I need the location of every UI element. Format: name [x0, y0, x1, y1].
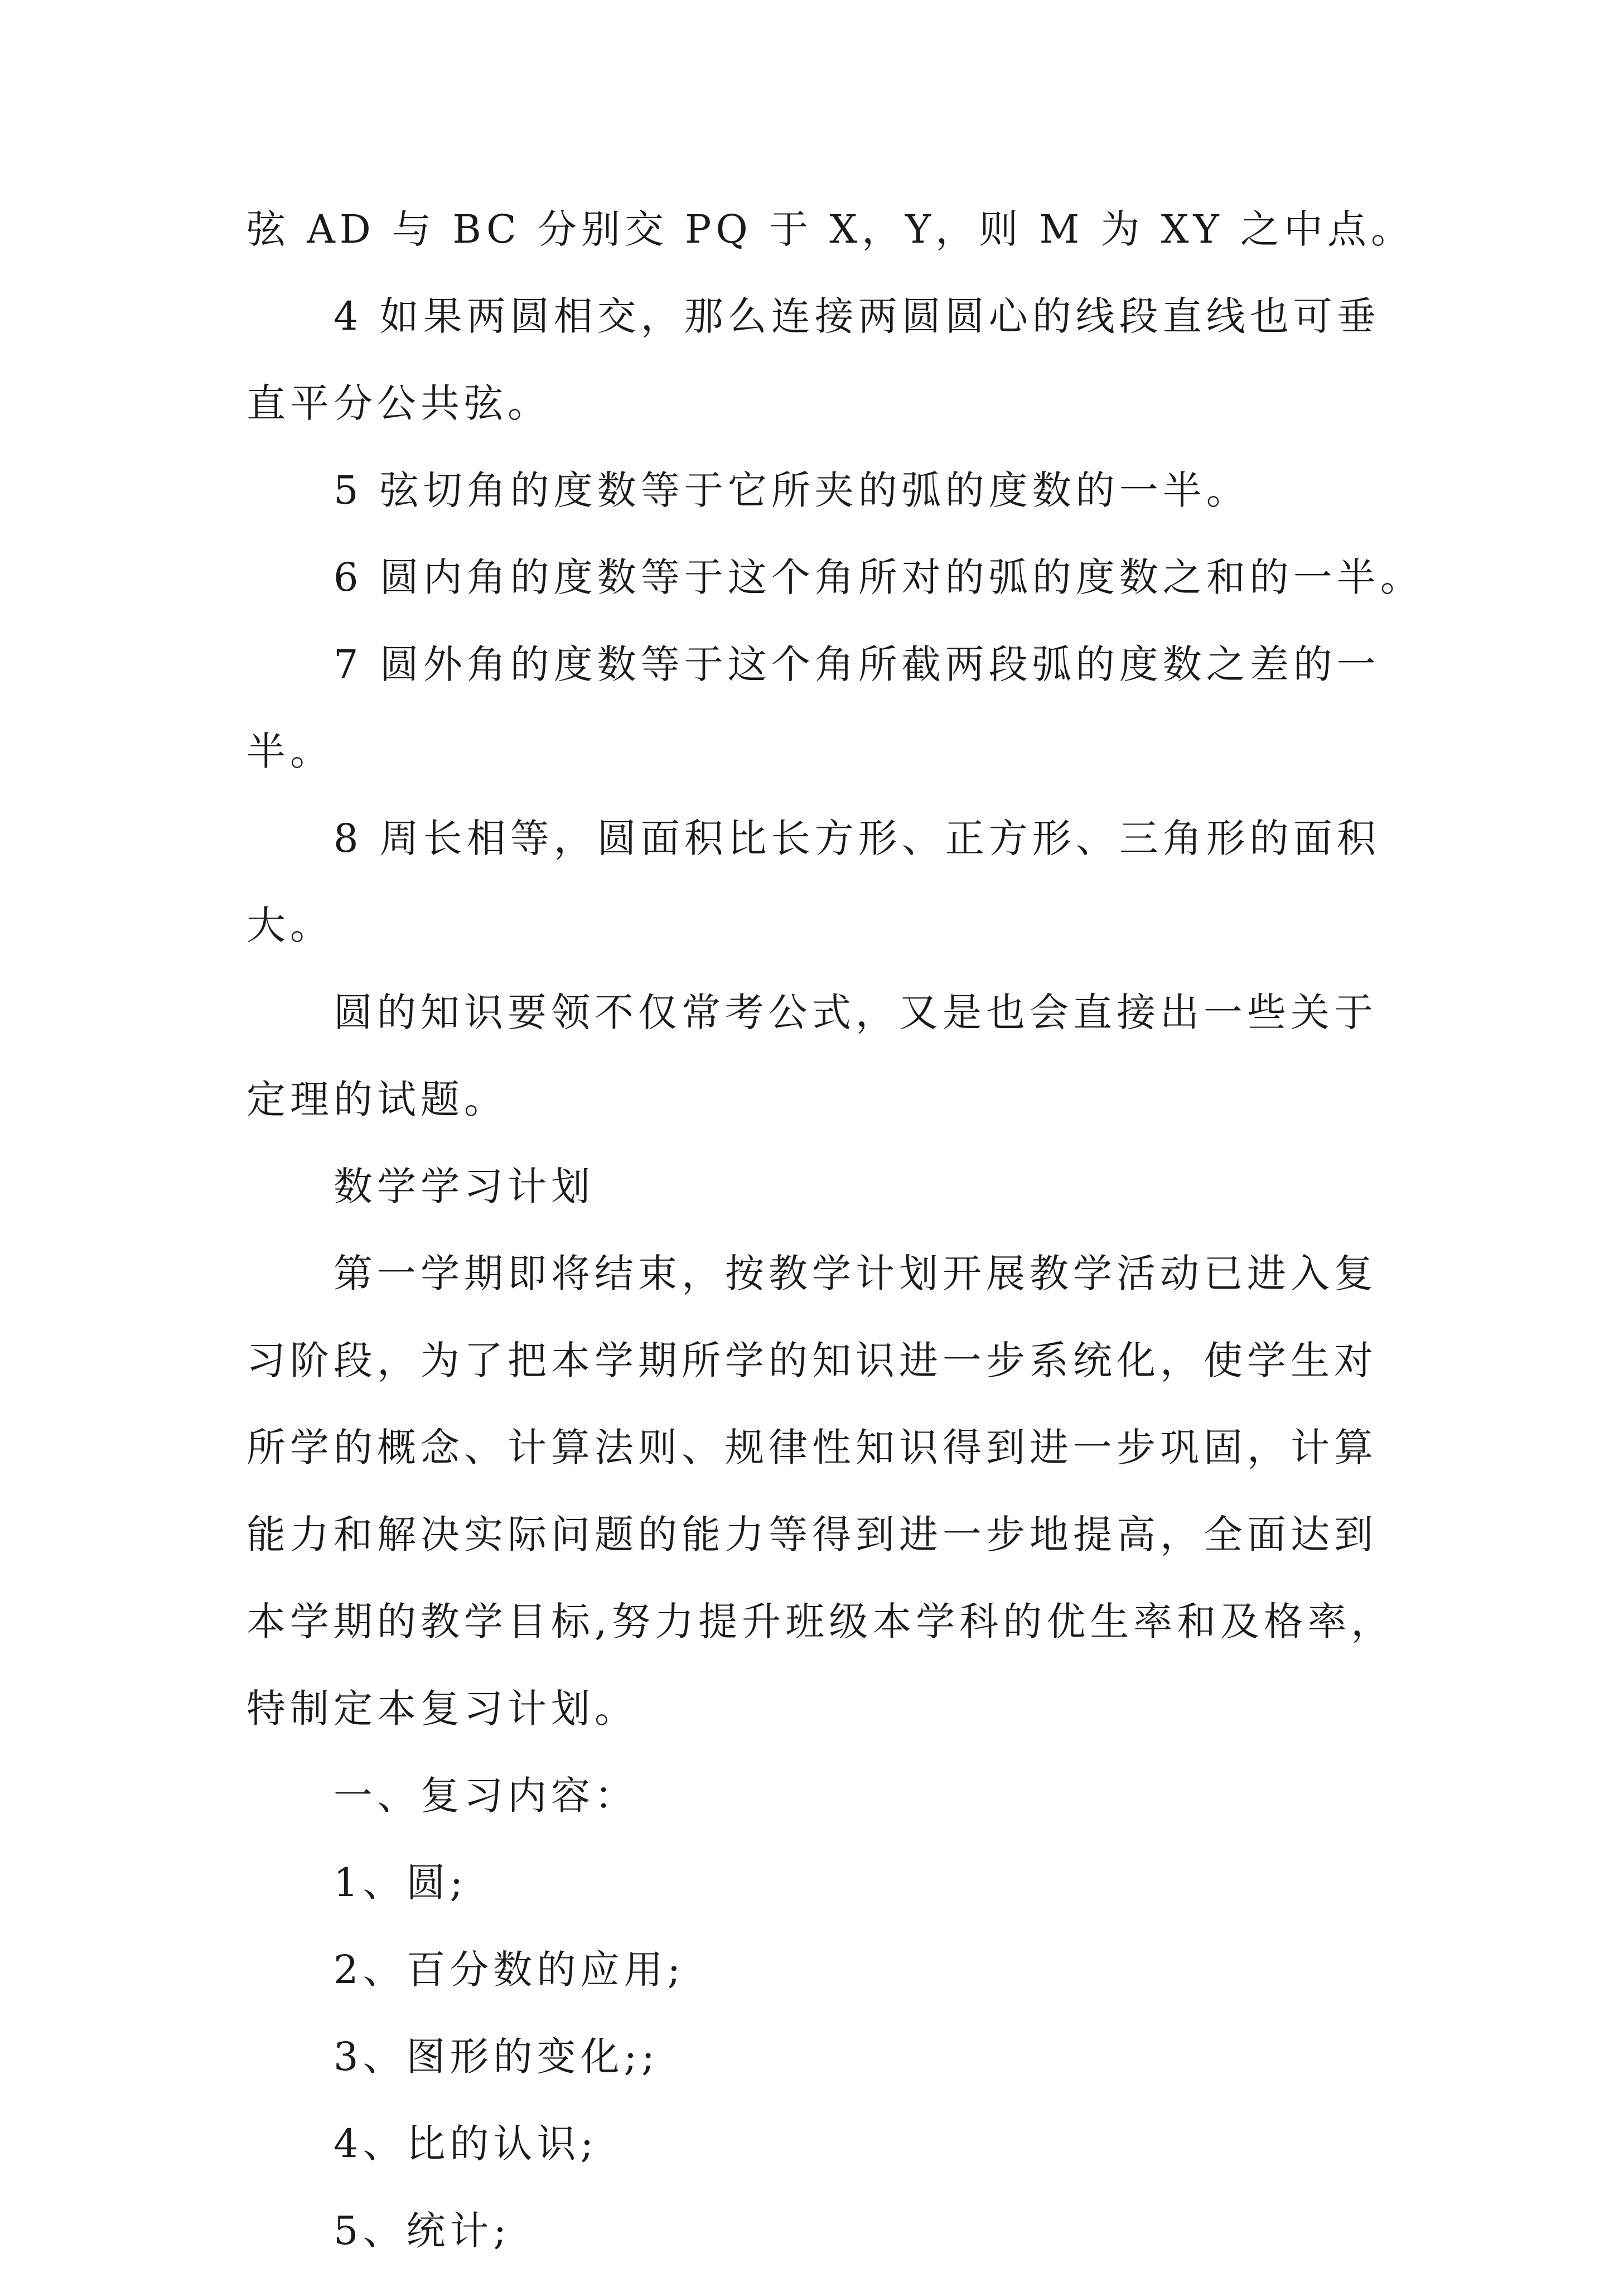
- text-line: 习阶段，为了把本学期所学的知识进一步系统化，使学生对: [247, 1338, 1378, 1383]
- text-line: 直平分公共弦。: [247, 380, 551, 426]
- list-item: 1、圆;: [334, 1860, 468, 1906]
- text-line: 6 圆内角的度数等于这个角所对的弧的度数之和的一半。: [334, 554, 1424, 600]
- text-line: 定理的试题。: [247, 1077, 508, 1122]
- document-body: [247, 206, 1424, 2296]
- text-line: 7 圆外角的度数等于这个角所截两段弧的度数之差的一: [334, 641, 1380, 687]
- text-line: 能力和解决实际问题的能力等得到进一步地提高，全面达到: [247, 1512, 1378, 1557]
- section-heading: 数学学习计划: [334, 1164, 595, 1209]
- text-line: 第一学期即将结束，按教学计划开展教学活动已进入复: [334, 1251, 1378, 1296]
- text-line: 弦 AD 与 BC 分别交 PQ 于 X，Y，则 M 为 XY 之中点。: [247, 206, 1414, 252]
- text-line: 本学期的教学目标,努力提升班级本学科的优生率和及格率，: [247, 1599, 1395, 1644]
- text-line: 圆的知识要领不仅常考公式，又是也会直接出一些关于: [334, 990, 1378, 1035]
- list-item: 5、统计;: [334, 2208, 511, 2254]
- list-item: 3、图形的变化;;: [334, 2034, 659, 2080]
- text-line: 大。: [247, 903, 334, 948]
- text-line: 半。: [247, 729, 334, 774]
- text-line: 5 弦切角的度数等于它所夹的弧的度数的一半。: [334, 467, 1250, 513]
- text-line: 4 如果两圆相交，那么连接两圆圆心的线段直线也可垂: [334, 293, 1380, 339]
- list-heading: 一、复习内容：: [334, 1773, 638, 1819]
- text-line: 特制定本复习计划。: [247, 1686, 638, 1731]
- list-item: 2、百分数的应用;: [334, 1947, 685, 1993]
- text-line: 所学的概念、计算法则、规律性知识得到进一步巩固，计算: [247, 1425, 1378, 1470]
- text-line: 8 周长相等，圆面积比长方形、正方形、三角形的面积: [334, 816, 1380, 861]
- list-item: 4、比的认识;: [334, 2121, 598, 2167]
